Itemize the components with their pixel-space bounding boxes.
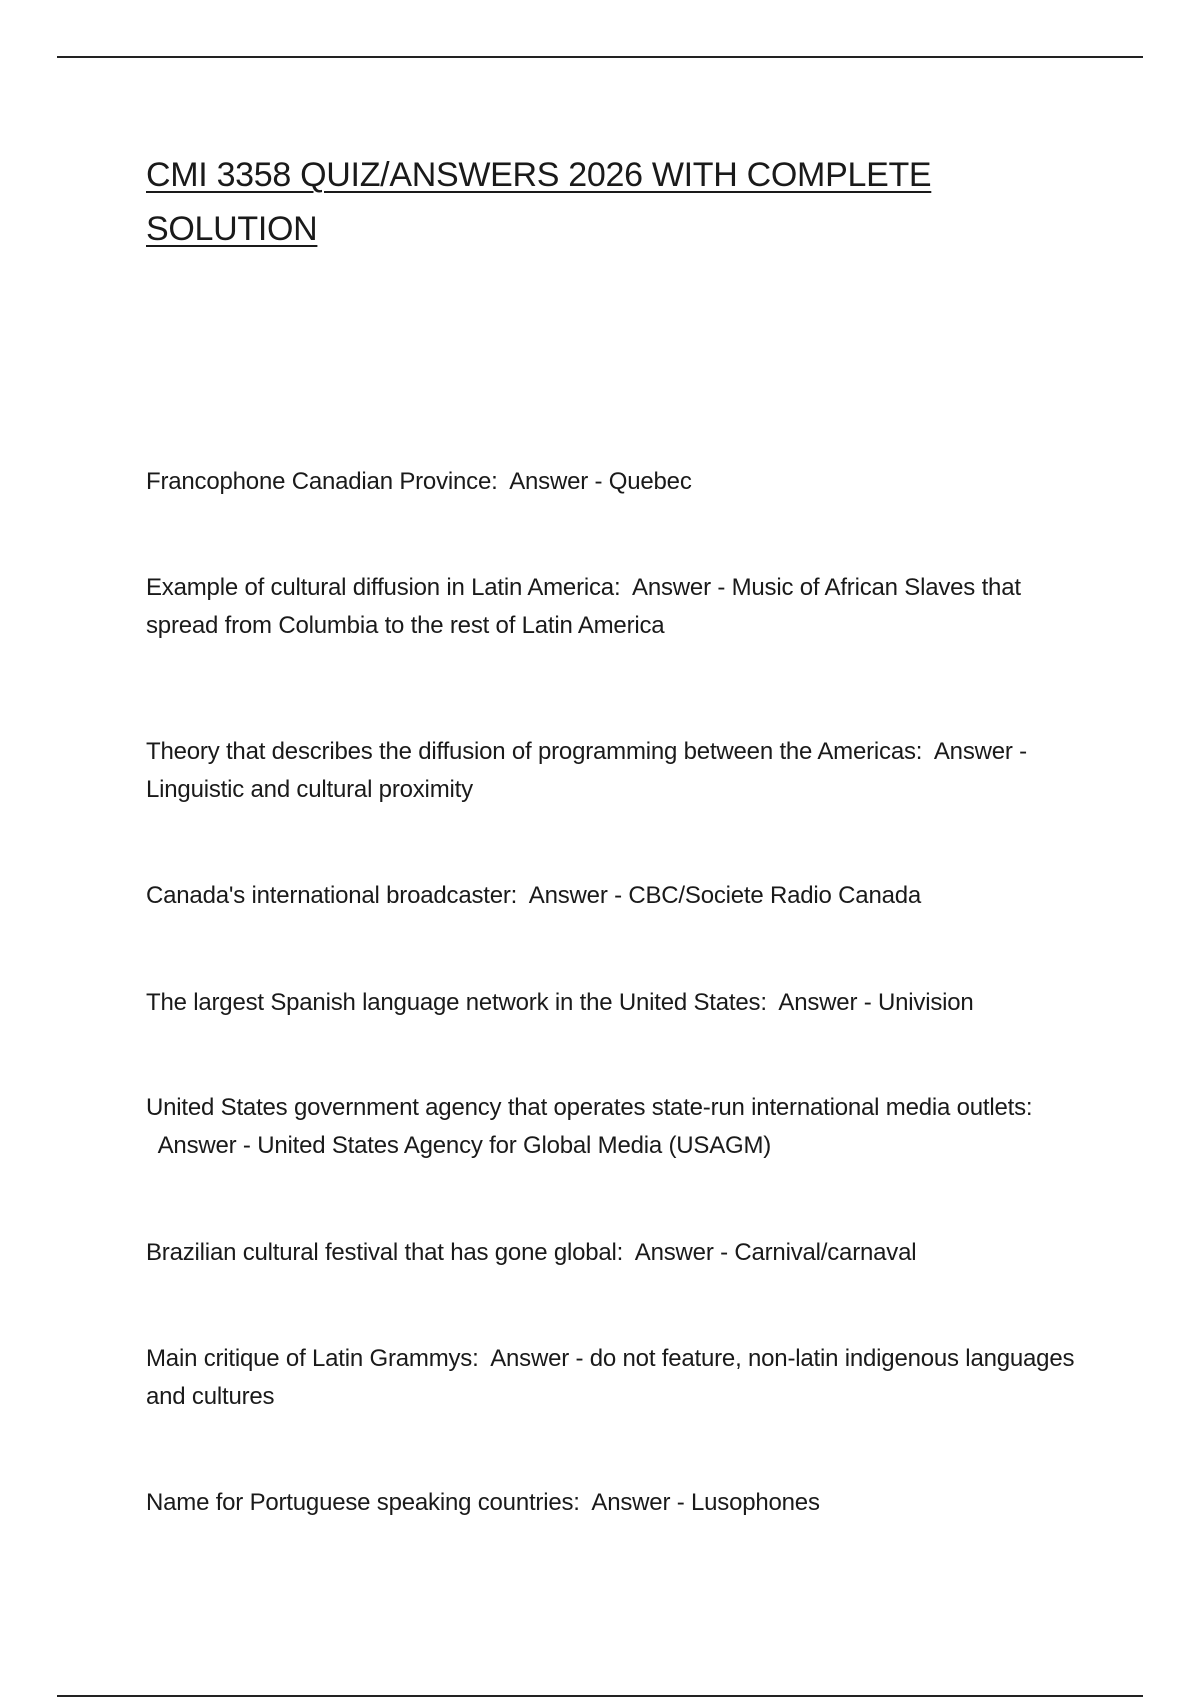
qa-item-5 — [146, 984, 1076, 1022]
qa-item-3 — [146, 733, 1076, 809]
qa-item-7 — [146, 1234, 1076, 1272]
document-title: CMI 3358 QUIZ/ANSWERS 2026 WITH COMPLETE SOLUTION — [146, 156, 932, 248]
answer-text: Music of African Slaves that spread from Columbia to the rest of Latin America — [146, 574, 1021, 639]
question-text: Example of cultural diffusion in Latin America: — [146, 574, 621, 601]
bottom-rule — [57, 1695, 1143, 1697]
top-rule — [57, 56, 1143, 58]
answer-text: Linguistic and cultural proximity — [146, 776, 473, 803]
question-text: Brazilian cultural festival that has gone global: — [146, 1239, 624, 1266]
answer-prefix: Answer - — [634, 1239, 735, 1266]
qa-item-4 — [146, 877, 1076, 915]
answer-text: do not feature, non-latin indigenous languages and cultures — [146, 1345, 1075, 1410]
answer-prefix: Answer - — [509, 468, 609, 495]
answer-text: Univision — [877, 989, 974, 1016]
qa-item-6 — [146, 1089, 1076, 1165]
answer-text: Lusophones — [690, 1489, 820, 1516]
answer-prefix: Answer - — [591, 1489, 691, 1516]
question-text: Name for Portuguese speaking countries: — [146, 1489, 580, 1516]
question-text: Canada's international broadcaster: — [146, 882, 518, 909]
answer-text: CBC/Societe Radio Canada — [628, 882, 922, 909]
answer-prefix: Answer - — [632, 574, 732, 601]
answer-prefix: Answer - — [157, 1132, 258, 1159]
answer-text: Carnival/carnaval — [734, 1239, 917, 1266]
question-text: Main critique of Latin Grammys: — [146, 1345, 479, 1372]
qa-item-1 — [146, 463, 1076, 501]
answer-text: United States Agency for Global Media (USAGM) — [257, 1132, 772, 1159]
question-text: Theory that describes the diffusion of programming between the Americas: — [146, 738, 923, 765]
answer-prefix: Answer - — [778, 989, 878, 1016]
answer-prefix: Answer - — [490, 1345, 590, 1372]
answer-prefix: Answer - — [528, 882, 629, 909]
qa-item-2 — [146, 569, 1076, 645]
answer-prefix: Answer - — [933, 738, 1027, 765]
qa-item-9 — [146, 1484, 1076, 1522]
question-text: United States government agency that operates state-run international media outlets: — [146, 1094, 1033, 1121]
qa-item-8 — [146, 1340, 1076, 1416]
answer-text: Quebec — [608, 468, 692, 495]
question-text: Francophone Canadian Province: — [146, 468, 498, 495]
question-text: The largest Spanish language network in the United States: — [146, 989, 767, 1016]
